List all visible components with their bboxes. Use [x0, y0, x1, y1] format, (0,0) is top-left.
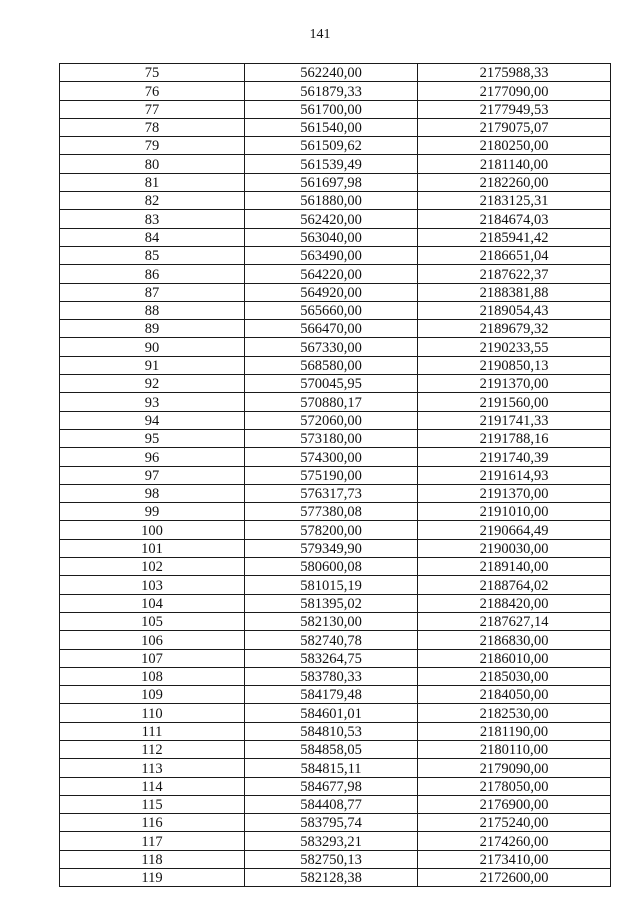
- table-row: [60, 832, 611, 850]
- y-coordinate-cell: 2172600,00: [418, 869, 611, 887]
- table-row: [60, 869, 611, 887]
- y-coordinate-cell: 2191740,39: [418, 448, 611, 466]
- y-coordinate-cell: 2184050,00: [418, 686, 611, 704]
- x-coordinate-cell: 561880,00: [245, 192, 418, 210]
- point-number-cell: 94: [60, 411, 245, 429]
- y-coordinate-cell: 2187627,14: [418, 612, 611, 630]
- table-row: [60, 814, 611, 832]
- y-coordinate-cell: 2176900,00: [418, 795, 611, 813]
- y-coordinate-cell: 2183125,31: [418, 192, 611, 210]
- x-coordinate-cell: 581395,02: [245, 594, 418, 612]
- y-coordinate-cell: 2188764,02: [418, 576, 611, 594]
- table-row: [60, 704, 611, 722]
- table-row: [60, 411, 611, 429]
- table-row: [60, 484, 611, 502]
- y-coordinate-cell: 2186010,00: [418, 649, 611, 667]
- table-row: [60, 686, 611, 704]
- x-coordinate-cell: 570045,95: [245, 375, 418, 393]
- point-number-cell: 80: [60, 155, 245, 173]
- x-coordinate-cell: 576317,73: [245, 484, 418, 502]
- point-number-cell: 96: [60, 448, 245, 466]
- table-row: [60, 612, 611, 630]
- table-row: [60, 155, 611, 173]
- point-number-cell: 98: [60, 484, 245, 502]
- point-number-cell: 86: [60, 265, 245, 283]
- point-number-cell: 113: [60, 759, 245, 777]
- x-coordinate-cell: 575190,00: [245, 466, 418, 484]
- x-coordinate-cell: 570880,17: [245, 393, 418, 411]
- table-row: [60, 100, 611, 118]
- x-coordinate-cell: 561697,98: [245, 173, 418, 191]
- point-number-cell: 92: [60, 375, 245, 393]
- point-number-cell: 84: [60, 228, 245, 246]
- table-row: [60, 301, 611, 319]
- point-number-cell: 97: [60, 466, 245, 484]
- table-row: [60, 759, 611, 777]
- table-row: [60, 393, 611, 411]
- y-coordinate-cell: 2179090,00: [418, 759, 611, 777]
- point-number-cell: 118: [60, 850, 245, 868]
- x-coordinate-cell: 578200,00: [245, 521, 418, 539]
- x-coordinate-cell: 577380,08: [245, 503, 418, 521]
- x-coordinate-cell: 582128,38: [245, 869, 418, 887]
- point-number-cell: 77: [60, 100, 245, 118]
- x-coordinate-cell: 583795,74: [245, 814, 418, 832]
- x-coordinate-cell: 567330,00: [245, 338, 418, 356]
- table-row: [60, 503, 611, 521]
- y-coordinate-cell: 2175988,33: [418, 64, 611, 82]
- point-number-cell: 88: [60, 301, 245, 319]
- table-row: [60, 338, 611, 356]
- y-coordinate-cell: 2191741,33: [418, 411, 611, 429]
- x-coordinate-cell: 574300,00: [245, 448, 418, 466]
- y-coordinate-cell: 2191614,93: [418, 466, 611, 484]
- point-number-cell: 101: [60, 539, 245, 557]
- table-row: [60, 320, 611, 338]
- y-coordinate-cell: 2173410,00: [418, 850, 611, 868]
- x-coordinate-cell: 580600,08: [245, 558, 418, 576]
- x-coordinate-cell: 572060,00: [245, 411, 418, 429]
- point-number-cell: 93: [60, 393, 245, 411]
- y-coordinate-cell: 2190664,49: [418, 521, 611, 539]
- table-row: [60, 850, 611, 868]
- point-number-cell: 87: [60, 283, 245, 301]
- x-coordinate-cell: 561540,00: [245, 118, 418, 136]
- x-coordinate-cell: 584858,05: [245, 740, 418, 758]
- point-number-cell: 109: [60, 686, 245, 704]
- x-coordinate-cell: 584677,98: [245, 777, 418, 795]
- point-number-cell: 105: [60, 612, 245, 630]
- table-row: [60, 740, 611, 758]
- point-number-cell: 90: [60, 338, 245, 356]
- y-coordinate-cell: 2186830,00: [418, 631, 611, 649]
- x-coordinate-cell: 563040,00: [245, 228, 418, 246]
- table-row: [60, 375, 611, 393]
- x-coordinate-cell: 582130,00: [245, 612, 418, 630]
- table-row: [60, 356, 611, 374]
- y-coordinate-cell: 2191560,00: [418, 393, 611, 411]
- point-number-cell: 108: [60, 667, 245, 685]
- table-row: [60, 649, 611, 667]
- x-coordinate-cell: 582740,78: [245, 631, 418, 649]
- y-coordinate-cell: 2175240,00: [418, 814, 611, 832]
- point-number-cell: 100: [60, 521, 245, 539]
- y-coordinate-cell: 2184674,03: [418, 210, 611, 228]
- point-number-cell: 102: [60, 558, 245, 576]
- x-coordinate-cell: 584179,48: [245, 686, 418, 704]
- table-row: [60, 777, 611, 795]
- point-number-cell: 115: [60, 795, 245, 813]
- y-coordinate-cell: 2177949,53: [418, 100, 611, 118]
- x-coordinate-cell: 584408,77: [245, 795, 418, 813]
- y-coordinate-cell: 2190850,13: [418, 356, 611, 374]
- x-coordinate-cell: 561700,00: [245, 100, 418, 118]
- y-coordinate-cell: 2179075,07: [418, 118, 611, 136]
- x-coordinate-cell: 584810,53: [245, 722, 418, 740]
- point-number-cell: 85: [60, 246, 245, 264]
- x-coordinate-cell: 584815,11: [245, 759, 418, 777]
- y-coordinate-cell: 2178050,00: [418, 777, 611, 795]
- table-row: [60, 667, 611, 685]
- point-number-cell: 99: [60, 503, 245, 521]
- x-coordinate-cell: 562420,00: [245, 210, 418, 228]
- point-number-cell: 82: [60, 192, 245, 210]
- y-coordinate-cell: 2185030,00: [418, 667, 611, 685]
- point-number-cell: 117: [60, 832, 245, 850]
- point-number-cell: 75: [60, 64, 245, 82]
- table-row: [60, 594, 611, 612]
- y-coordinate-cell: 2174260,00: [418, 832, 611, 850]
- table-row: [60, 210, 611, 228]
- x-coordinate-cell: 564220,00: [245, 265, 418, 283]
- table-row: [60, 539, 611, 557]
- table-row: [60, 631, 611, 649]
- point-number-cell: 114: [60, 777, 245, 795]
- y-coordinate-cell: 2182530,00: [418, 704, 611, 722]
- point-number-cell: 110: [60, 704, 245, 722]
- point-number-cell: 111: [60, 722, 245, 740]
- point-number-cell: 76: [60, 82, 245, 100]
- x-coordinate-cell: 564920,00: [245, 283, 418, 301]
- point-number-cell: 119: [60, 869, 245, 887]
- x-coordinate-cell: 583780,33: [245, 667, 418, 685]
- y-coordinate-cell: 2188420,00: [418, 594, 611, 612]
- table-row: [60, 265, 611, 283]
- point-number-cell: 78: [60, 118, 245, 136]
- y-coordinate-cell: 2181140,00: [418, 155, 611, 173]
- table-row: [60, 466, 611, 484]
- point-number-cell: 107: [60, 649, 245, 667]
- coordinates-table: [59, 63, 611, 887]
- y-coordinate-cell: 2191788,16: [418, 429, 611, 447]
- x-coordinate-cell: 565660,00: [245, 301, 418, 319]
- x-coordinate-cell: 573180,00: [245, 429, 418, 447]
- point-number-cell: 79: [60, 137, 245, 155]
- y-coordinate-cell: 2180110,00: [418, 740, 611, 758]
- x-coordinate-cell: 583264,75: [245, 649, 418, 667]
- page-number: 141: [309, 27, 331, 42]
- point-number-cell: 104: [60, 594, 245, 612]
- table-row: [60, 722, 611, 740]
- y-coordinate-cell: 2190030,00: [418, 539, 611, 557]
- point-number-cell: 83: [60, 210, 245, 228]
- x-coordinate-cell: 566470,00: [245, 320, 418, 338]
- table-row: [60, 64, 611, 82]
- table-row: [60, 283, 611, 301]
- y-coordinate-cell: 2189679,32: [418, 320, 611, 338]
- table-row: [60, 429, 611, 447]
- table-row: [60, 228, 611, 246]
- x-coordinate-cell: 563490,00: [245, 246, 418, 264]
- table-row: [60, 118, 611, 136]
- x-coordinate-cell: 568580,00: [245, 356, 418, 374]
- y-coordinate-cell: 2191370,00: [418, 375, 611, 393]
- table-row: [60, 137, 611, 155]
- y-coordinate-cell: 2191010,00: [418, 503, 611, 521]
- y-coordinate-cell: 2190233,55: [418, 338, 611, 356]
- table-row: [60, 246, 611, 264]
- point-number-cell: 112: [60, 740, 245, 758]
- table-row: [60, 82, 611, 100]
- table-row: [60, 192, 611, 210]
- y-coordinate-cell: 2177090,00: [418, 82, 611, 100]
- y-coordinate-cell: 2180250,00: [418, 137, 611, 155]
- y-coordinate-cell: 2181190,00: [418, 722, 611, 740]
- point-number-cell: 106: [60, 631, 245, 649]
- x-coordinate-cell: 561509,62: [245, 137, 418, 155]
- table-row: [60, 576, 611, 594]
- point-number-cell: 116: [60, 814, 245, 832]
- point-number-cell: 81: [60, 173, 245, 191]
- point-number-cell: 103: [60, 576, 245, 594]
- point-number-cell: 89: [60, 320, 245, 338]
- x-coordinate-cell: 561879,33: [245, 82, 418, 100]
- table-row: [60, 448, 611, 466]
- x-coordinate-cell: 582750,13: [245, 850, 418, 868]
- y-coordinate-cell: 2189140,00: [418, 558, 611, 576]
- x-coordinate-cell: 583293,21: [245, 832, 418, 850]
- x-coordinate-cell: 561539,49: [245, 155, 418, 173]
- y-coordinate-cell: 2186651,04: [418, 246, 611, 264]
- x-coordinate-cell: 581015,19: [245, 576, 418, 594]
- x-coordinate-cell: 584601,01: [245, 704, 418, 722]
- y-coordinate-cell: 2191370,00: [418, 484, 611, 502]
- x-coordinate-cell: 562240,00: [245, 64, 418, 82]
- y-coordinate-cell: 2189054,43: [418, 301, 611, 319]
- point-number-cell: 91: [60, 356, 245, 374]
- table-row: [60, 795, 611, 813]
- table-row: [60, 558, 611, 576]
- y-coordinate-cell: 2185941,42: [418, 228, 611, 246]
- table-row: [60, 173, 611, 191]
- y-coordinate-cell: 2187622,37: [418, 265, 611, 283]
- coordinates-table-body: [60, 64, 611, 887]
- x-coordinate-cell: 579349,90: [245, 539, 418, 557]
- point-number-cell: 95: [60, 429, 245, 447]
- table-row: [60, 521, 611, 539]
- y-coordinate-cell: 2182260,00: [418, 173, 611, 191]
- y-coordinate-cell: 2188381,88: [418, 283, 611, 301]
